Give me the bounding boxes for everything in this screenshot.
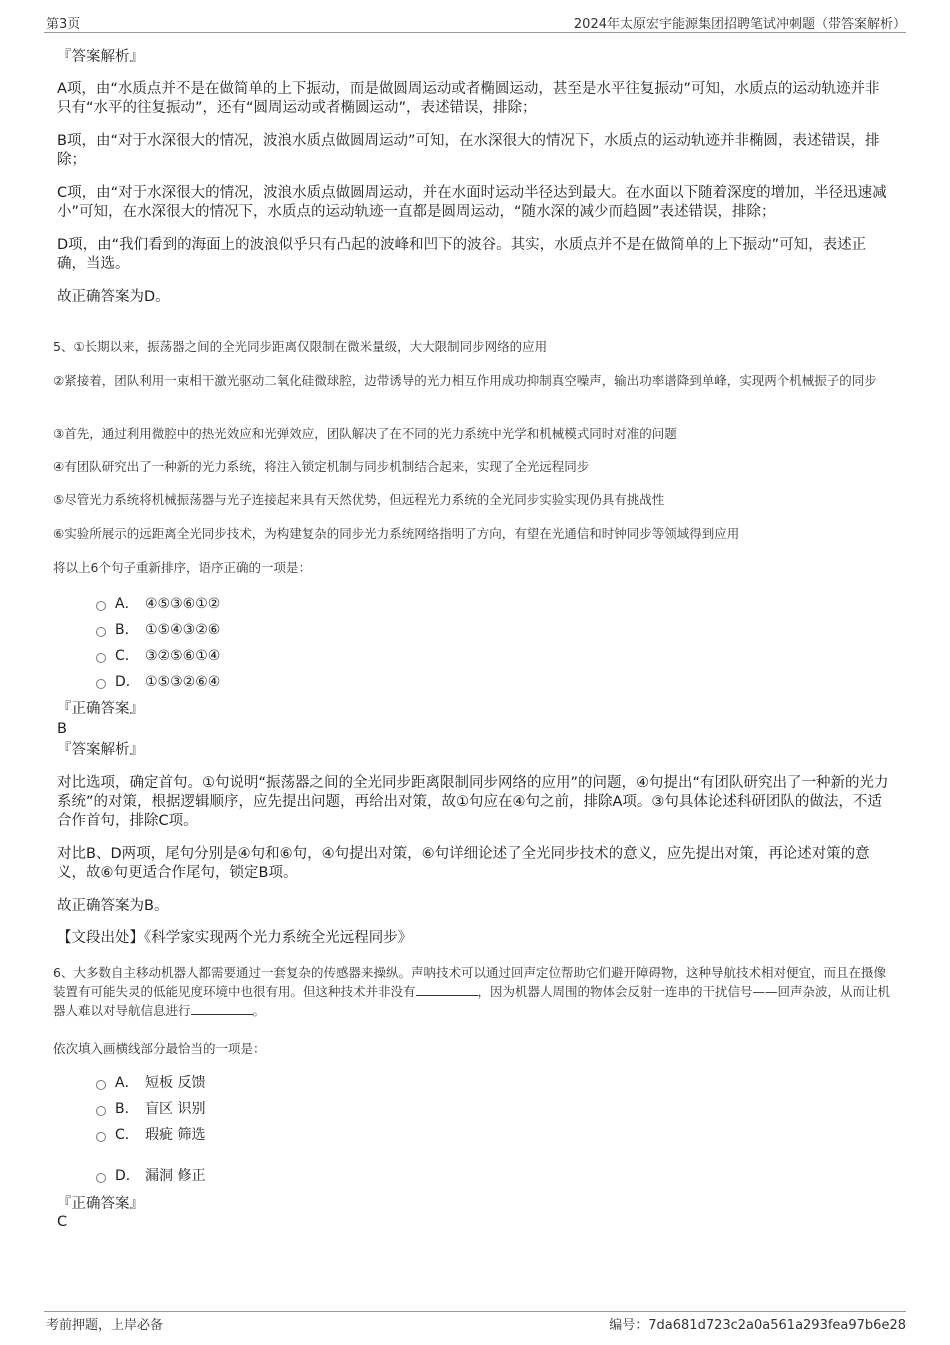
q5-answer-title: 『正确答案』 (57, 701, 144, 717)
footer-code (609, 1314, 906, 1333)
option-letter: C． (115, 1127, 139, 1143)
option-text: 瑕疵 筛选 (145, 1127, 206, 1143)
q5-prompt: 将以上6个句子重新排序，语序正确的一项是： (53, 560, 311, 575)
radio-button-icon[interactable] (96, 601, 106, 611)
q6-blank-1 (416, 983, 478, 996)
option-letter: D． (115, 1168, 140, 1184)
q5-analysis-title: 『答案解析』 (57, 742, 144, 758)
q5-answer: B (57, 721, 67, 737)
q4-analysis-title: 『答案解析』 (57, 49, 144, 65)
option-text: ①⑤③②⑥④ (145, 674, 221, 690)
radio-button-icon[interactable] (96, 1132, 106, 1142)
q5-conclusion: 故正确答案为B。 (57, 898, 169, 914)
option-letter: D． (115, 674, 140, 690)
footer-slogan: 考前押题，上岸必备 (46, 1318, 164, 1333)
header-divider (44, 32, 906, 33)
q5-option-a[interactable] (96, 594, 220, 614)
q6-answer: C (57, 1214, 68, 1230)
option-text: ①⑤④③②⑥ (145, 622, 221, 638)
q6-stem (53, 963, 895, 1020)
radio-button-icon[interactable] (96, 1173, 106, 1183)
radio-button-icon[interactable] (96, 679, 106, 689)
q4-analysis-d: D项，由“我们看到的海面上的波浪似乎只有凸起的波峰和凹下的波谷。其实，水质点并不是在做简单的上下振动”可知，表述正确，当选。 (57, 237, 867, 272)
q5-option-d[interactable] (96, 672, 220, 692)
radio-button-icon[interactable] (96, 653, 106, 663)
footer-code-value: 7da681d723c2a0a561a293fea97b6e28 (648, 1318, 906, 1333)
q6-prompt: 依次填入画横线部分最恰当的一项是： (53, 1041, 266, 1056)
q5-sentence-5: ⑤尽管光力系统将机械振荡器与光子连接起来具有天然优势，但远程光力系统的全光同步实验实现仍具有挑战性 (53, 492, 665, 507)
q6-option-d[interactable] (96, 1166, 205, 1186)
option-text: ④⑤③⑥①② (145, 596, 221, 612)
option-letter: B． (115, 1101, 139, 1117)
q4-analysis-c: C项，由“对于水深很大的情况，波浪水质点做圆周运动，并在水面时运动半径达到最大。在水面以下随着深度的增加，半径迅速减小”可知，在水深很大的情况下，水质点的运动轨迹一直都是圆周运动，“随水深的减少而趋圆”表述错误，排除； (57, 185, 887, 220)
footer-code-label: 编号： (609, 1318, 649, 1333)
q6-option-c[interactable] (96, 1125, 205, 1145)
option-text: 漏洞 修正 (145, 1168, 206, 1184)
q5-source: 【文段出处】《科学家实现两个光力系统全光远程同步》 (57, 930, 413, 946)
q5-sentence-3: ③首先，通过利用微腔中的热光效应和光弹效应，团队解决了在不同的光力系统中光学和机械模式同时对准的问题 (53, 426, 677, 441)
q4-analysis-b: B项，由“对于水深很大的情况，波浪水质点做圆周运动”可知，在水深很大的情况下，水质点的运动轨迹并非椭圆，表述错误，排除； (57, 133, 880, 168)
option-letter: A． (115, 1075, 139, 1091)
footer-divider (44, 1311, 906, 1312)
document-title: 2024年太原宏宇能源集团招聘笔试冲刺题（带答案解析） (573, 17, 906, 32)
option-text: ③②⑤⑥①④ (145, 648, 221, 664)
q6-blank-2 (191, 1002, 253, 1015)
q6-stem-part-2: ，因为机器人周围的物体会反射一连串的干扰信号——回声杂波，从而让机器人难以对导航信息进行 (53, 984, 891, 1018)
radio-button-icon[interactable] (96, 1106, 106, 1116)
radio-button-icon[interactable] (96, 1080, 106, 1090)
q6-stem-part-3: 。 (252, 1003, 266, 1018)
q5-analysis-1: 对比选项，确定首句。①句说明“振荡器之间的全光同步距离限制同步网络的应用”的问题，④句提出“有团队研究出了一种新的光力系统”的对策，根据逻辑顺序，应先提出问题，再给出对策，故①句应在④句之前，排除A项。③句具体论述科研团队的做法，不适合作首句，排除C项。 (57, 775, 889, 829)
option-letter: A． (115, 596, 139, 612)
radio-button-icon[interactable] (96, 627, 106, 637)
option-letter: C． (115, 648, 139, 664)
page-number: 第3页 (46, 17, 81, 32)
q5-option-b[interactable] (96, 620, 220, 640)
q5-sentence-1: 5、①长期以来，振荡器之间的全光同步距离仅限制在微米量级，大大限制同步网络的应用 (53, 339, 548, 354)
q6-stem-part-1: 6、大多数自主移动机器人都需要通过一套复杂的传感器来操纵。声呐技术可以通过回声定位帮助它们避开障碍物，这种导航技术相对便宜，而且在摄像装置有可能失灵的低能见度环境中也很有用。但这种技术并非没有 (53, 965, 886, 999)
q6-option-b[interactable] (96, 1099, 205, 1119)
q5-sentence-6: ⑥实验所展示的远距离全光同步技术，为构建复杂的同步光力系统网络指明了方向，有望在光通信和时钟同步等领域得到应用 (53, 526, 740, 541)
q5-option-c[interactable] (96, 646, 220, 666)
q4-conclusion: 故正确答案为D。 (57, 289, 170, 305)
q5-analysis-2: 对比B、D两项，尾句分别是④句和⑥句，④句提出对策，⑥句详细论述了全光同步技术的意义，应先提出对策，再论述对策的意义，故⑥句更适合作尾句，锁定B项。 (57, 846, 870, 881)
option-letter: B． (115, 622, 139, 638)
q5-sentence-4: ④有团队研究出了一种新的光力系统，将注入锁定机制与同步机制结合起来，实现了全光远程同步 (53, 459, 590, 474)
q6-option-a[interactable] (96, 1073, 205, 1093)
option-text: 短板 反馈 (145, 1075, 206, 1091)
option-text: 盲区 识别 (145, 1101, 206, 1117)
q4-analysis-a: A项，由“水质点并不是在做简单的上下振动，而是做圆周运动或者椭圆运动，甚至是水平往复振动”可知，水质点的运动轨迹并非只有“水平的往复振动”，还有“圆周运动或者椭圆运动”，表述错误，排除； (57, 81, 880, 116)
q5-sentence-2: ②紧接着，团队利用一束相干激光驱动二氧化硅微球腔，边带诱导的光力相互作用成功抑制真空噪声，输出功率谱降到单峰，实现两个机械振子的同步 (53, 373, 877, 388)
q6-answer-title: 『正确答案』 (57, 1196, 144, 1212)
